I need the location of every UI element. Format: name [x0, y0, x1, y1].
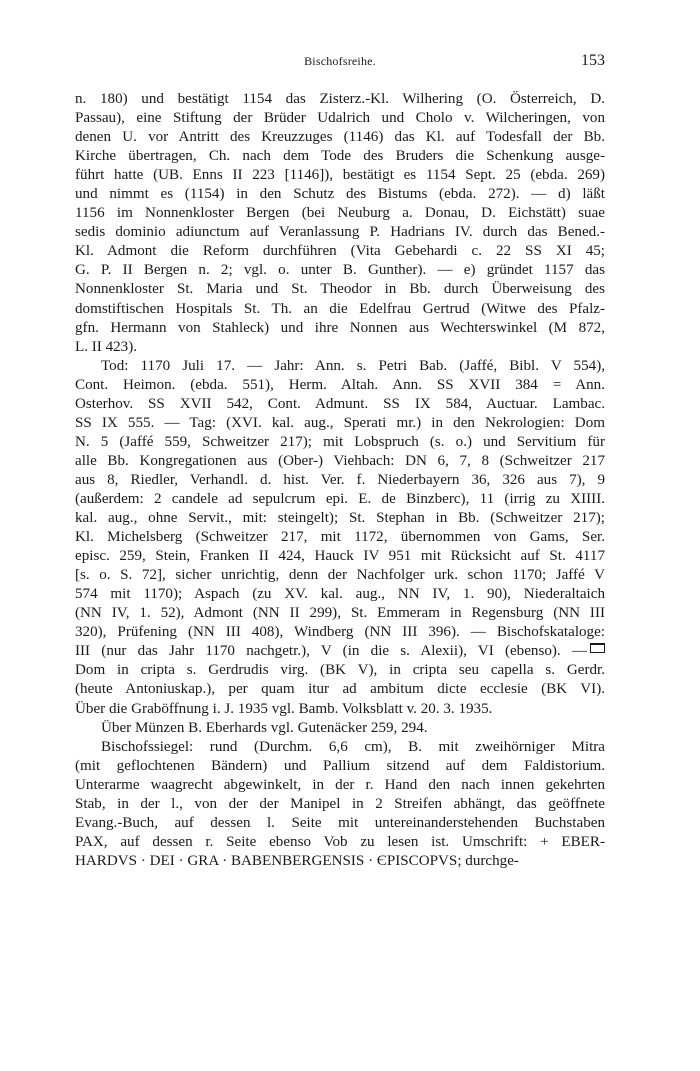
- text-line: HARDVS · DEI · GRA · BABENBERGENSIS · ЄPISCOPVS; durchge-: [75, 852, 519, 869]
- text-line: Cont. Heimon. (ebda. 551), Herm. Altah. Ann. SS XVII 384 = Ann.: [75, 376, 605, 393]
- tomb-symbol-icon: [590, 643, 605, 653]
- text-line: alle Bb. Kongregationen aus (Ober-) Viehbach: DN 6, 7, 8 (Schweitzer 217: [75, 452, 605, 469]
- text-line: Bischofssiegel: rund (Durchm. 6,6 cm), B. mit zweihörniger Mitra: [101, 738, 605, 755]
- text-line: (mit geflochtenen Bändern) und Pallium sitzend auf dem Faldistorium.: [75, 757, 605, 774]
- text-line: (heute Antoniuskap.), per quam itur ad ambitum dicte ecclesie (BK VI).: [75, 681, 605, 698]
- text-line: Evang.-Buch, auf dessen l. Seite mit untereinanderstehenden Buchstaben: [75, 814, 605, 831]
- text-line: Über Münzen B. Eberhards vgl. Gutenäcker 259, 294.: [101, 719, 428, 736]
- text-line: und nimmt es (1154) in den Schutz des Bistums (ebda. 272). — d) läßt: [75, 186, 605, 203]
- text-line: Unterarme waagrecht abgewinkelt, in der r. Hand den nach innen gekehrten: [75, 776, 605, 793]
- text-line: SS IX 555. — Tag: (XVI. kal. aug., Sperati mr.) in den Nekrologien: Dom: [75, 414, 605, 431]
- text-line: Passau), eine Stiftung der Brüder Udalrich und Cholo v. Wilcheringen, von: [75, 110, 605, 127]
- body-text: [75, 90, 605, 871]
- text-line: L. II 423).: [75, 338, 138, 355]
- text-line: N. 5 (Jaffé 559, Schweitzer 217); mit Lobspruch (s. o.) und Servitium für: [75, 433, 605, 450]
- text-line: Stab, in der l., von der der Manipel in 2 Streifen abhängt, das geöffnete: [75, 795, 605, 812]
- text-line: Osterhov. SS XVII 542, Cont. Admunt. SS IX 584, Auctuar. Lambac.: [75, 395, 605, 412]
- text-line: Dom in cripta s. Gerdrudis virg. (BK V), in cripta seu capella s. Gerdr.: [75, 662, 605, 679]
- text-line: episc. 259, Stein, Franken II 424, Hauck IV 951 mit Rücksicht auf St. 4117: [75, 548, 605, 565]
- text-line: 1156 im Nonnenkloster Bergen (bei Neuburg a. Donau, D. Eichstätt) suae: [75, 205, 605, 222]
- text-line: n. 180) und bestätigt 1154 das Zisterz.-Kl. Wilhering (O. Österreich, D.: [75, 91, 605, 107]
- text-line: Über die Graböffnung i. J. 1935 vgl. Bamb. Volksblatt v. 20. 3. 1935.: [75, 700, 493, 717]
- text-line: (außerdem: 2 candele ad sepulcrum epi. E. de Binzberc), 11 (irrig zu XIIII.: [75, 490, 605, 507]
- text-line: Nonnenkloster St. Maria und St. Theodor in Bb. durch Überweisung des: [75, 281, 605, 298]
- text-line: (NN IV, 1. 52), Admont (NN II 299), St. Emmeram in Regensburg (NN III: [75, 605, 605, 622]
- text-line: Kirche übertragen, Ch. nach dem Tode des Bruders die Schenkung ausge-: [75, 148, 605, 165]
- text-line: kal. aug., ohne Servit., mit: steingelt); St. Stephan in Bb. (Schweitzer 217);: [75, 510, 605, 527]
- text-line: Kl. Admont die Reform durchführen (Vita Gebehardi c. 22 SS XI 45;: [75, 243, 605, 260]
- text-line: sedis dominio adiunctum auf Veranlassung P. Hadrians IV. durch das Bened.-: [75, 224, 605, 241]
- page-number: 153: [581, 52, 605, 69]
- text-line: domstiftischen Hospitals St. Th. an die Edelfrau Gertrud (Witwe des Pfalz-: [75, 300, 605, 317]
- text-line: aus 8, Riedler, Verhandl. d. hist. Ver. f. Niederbayern 36, 326 aus 7), 9: [75, 471, 605, 488]
- text-line: denen U. vor Antritt des Kreuzzuges (1146) das Kl. auf Todesfall der Bb.: [75, 129, 605, 146]
- text-line: führt hatte (UB. Enns II 223 [1146]), bestätigt es 1154 Sept. 25 (ebda. 269): [75, 167, 605, 184]
- text-line: gfn. Hermann von Stahleck) und ihre Nonnen aus Wechterswinkel (M 872,: [75, 319, 605, 336]
- text-line: Kl. Michelsberg (Schweitzer 217, mit 1172, übernommen von Gams, Ser.: [75, 529, 605, 546]
- text-line: III (nur das Jahr 1170 nachgetr.), V (in die s. Alexii), VI (ebenso). —: [75, 642, 605, 661]
- text-line: 574 mit 1170); Aspach (zu XV. kal. aug., NN IV, 1. 90), Niederaltaich: [75, 586, 605, 603]
- text-line: PAX, auf dessen r. Seite ebenso Vob zu lesen ist. Umschrift: + EBER-: [75, 833, 605, 850]
- text-line: G. P. II Bergen n. 2; vgl. o. unter B. Gunther). — e) gründet 1157 das: [75, 262, 605, 279]
- page-header: [75, 52, 605, 72]
- text-line: 320), Prüfening (NN III 408), Windberg (NN III 396). — Bischofskataloge:: [75, 624, 605, 641]
- text-line: Tod: 1170 Juli 17. — Jahr: Ann. s. Petri Bab. (Jaffé, Bibl. V 554),: [101, 357, 605, 374]
- running-head: Bischofsreihe.: [304, 54, 376, 68]
- text-line: [s. o. S. 72], sicher unrichtig, denn der Nachfolger urk. schon 1170; Jaffé V: [75, 567, 605, 584]
